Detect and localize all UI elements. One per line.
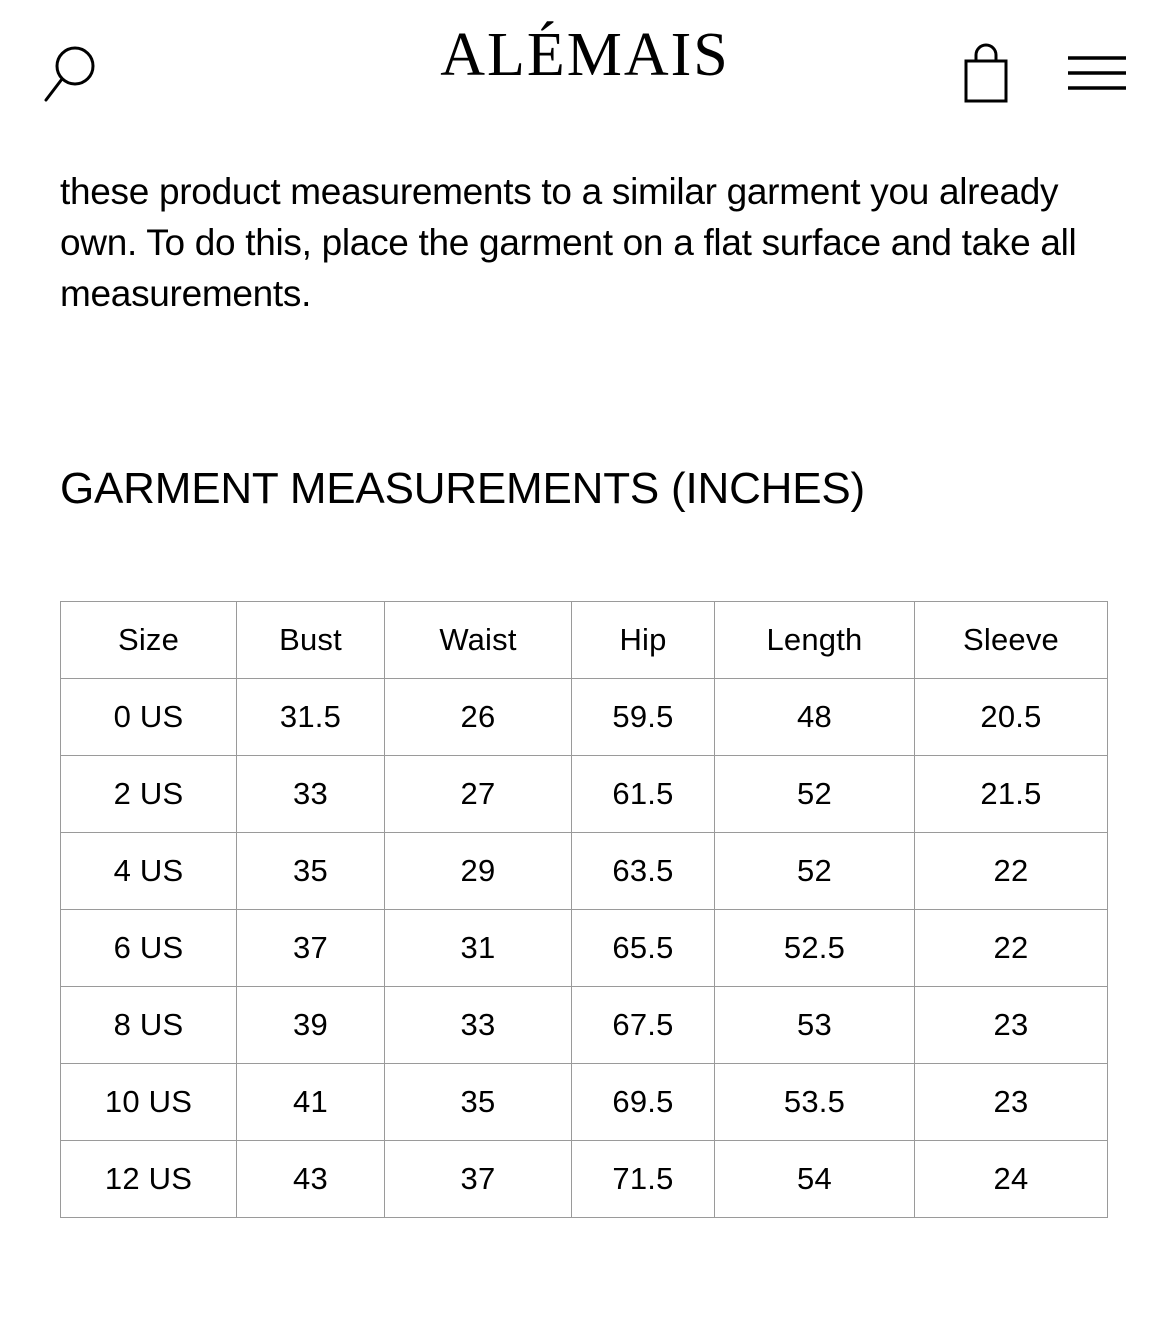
cell-bust: 37 [237, 909, 385, 986]
column-header-hip: Hip [572, 601, 715, 678]
column-header-size: Size [61, 601, 237, 678]
cell-sleeve: 23 [915, 986, 1108, 1063]
cell-length: 54 [715, 1140, 915, 1217]
cell-length: 52.5 [715, 909, 915, 986]
cell-waist: 31 [385, 909, 572, 986]
size-guide-intro-text: these product measurements to a similar garment you already own. To do this, place the garment on a flat surface and take all measurements. [60, 171, 1077, 315]
table-row [61, 755, 1108, 832]
cell-size: 4 US [61, 832, 237, 909]
cell-bust: 33 [237, 755, 385, 832]
cell-size: 0 US [61, 678, 237, 755]
table-row [61, 909, 1108, 986]
header-right-group [960, 43, 1128, 103]
cell-waist: 33 [385, 986, 572, 1063]
column-header-length: Length [715, 601, 915, 678]
cell-waist: 27 [385, 755, 572, 832]
table-row [61, 986, 1108, 1063]
cell-hip: 65.5 [572, 909, 715, 986]
cell-size: 12 US [61, 1140, 237, 1217]
cell-size: 2 US [61, 755, 237, 832]
cell-waist: 35 [385, 1063, 572, 1140]
table-row [61, 832, 1108, 909]
cell-sleeve: 23 [915, 1063, 1108, 1140]
table-header-row [61, 601, 1108, 678]
cell-waist: 26 [385, 678, 572, 755]
cell-length: 52 [715, 832, 915, 909]
cell-length: 53 [715, 986, 915, 1063]
cell-waist: 37 [385, 1140, 572, 1217]
column-header-waist: Waist [385, 601, 572, 678]
cell-size: 6 US [61, 909, 237, 986]
cell-size: 8 US [61, 986, 237, 1063]
cell-waist: 29 [385, 832, 572, 909]
cell-sleeve: 24 [915, 1140, 1108, 1217]
shopping-bag-icon[interactable] [960, 43, 1012, 103]
header-left-group [42, 40, 106, 106]
table-row [61, 1140, 1108, 1217]
main-content [0, 146, 1170, 1218]
cell-hip: 71.5 [572, 1140, 715, 1217]
cell-length: 53.5 [715, 1063, 915, 1140]
cell-length: 48 [715, 678, 915, 755]
cell-sleeve: 20.5 [915, 678, 1108, 755]
cell-bust: 43 [237, 1140, 385, 1217]
cell-hip: 63.5 [572, 832, 715, 909]
cell-sleeve: 22 [915, 909, 1108, 986]
column-header-sleeve: Sleeve [915, 601, 1108, 678]
cell-sleeve: 21.5 [915, 755, 1108, 832]
cell-sleeve: 22 [915, 832, 1108, 909]
cell-hip: 59.5 [572, 678, 715, 755]
search-icon[interactable] [42, 40, 106, 106]
cell-hip: 69.5 [572, 1063, 715, 1140]
cell-length: 52 [715, 755, 915, 832]
cell-hip: 67.5 [572, 986, 715, 1063]
garment-measurements-table [60, 601, 1108, 1218]
column-header-bust: Bust [237, 601, 385, 678]
cell-bust: 35 [237, 832, 385, 909]
table-row [61, 1063, 1108, 1140]
cell-hip: 61.5 [572, 755, 715, 832]
page-title: GARMENT MEASUREMENTS (INCHES) [60, 464, 865, 514]
size-table-container [60, 519, 1110, 1218]
cell-bust: 31.5 [237, 678, 385, 755]
cell-bust: 39 [237, 986, 385, 1063]
brand-logo[interactable]: ALÉMAIS [440, 21, 730, 89]
table-row [61, 678, 1108, 755]
cell-bust: 41 [237, 1063, 385, 1140]
hamburger-menu-icon[interactable] [1066, 50, 1128, 96]
cell-size: 10 US [61, 1063, 237, 1140]
site-header [0, 0, 1170, 146]
